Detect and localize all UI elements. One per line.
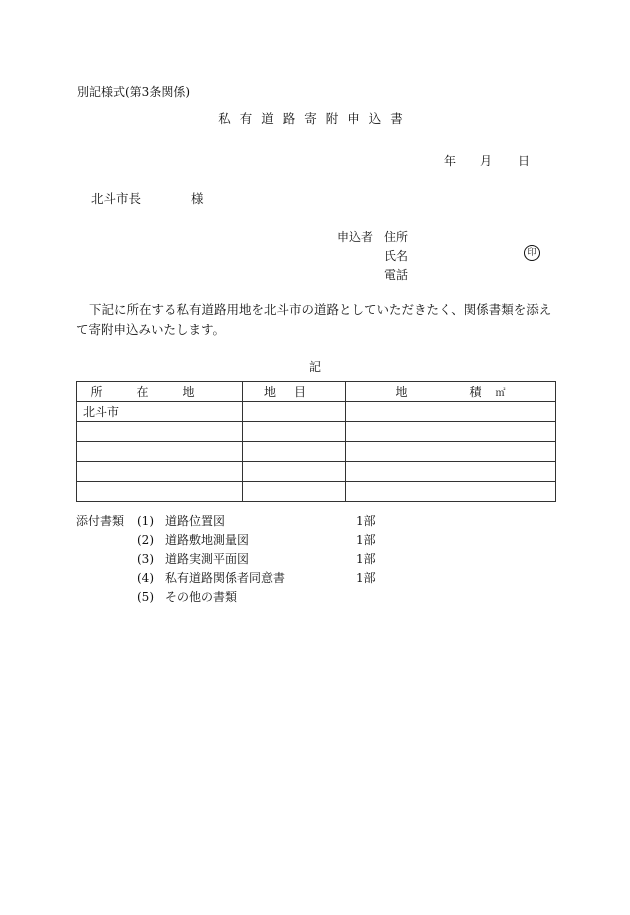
cell-area <box>346 422 556 442</box>
cell-category <box>243 402 346 422</box>
cell-area <box>346 482 556 502</box>
cell-location <box>77 422 243 442</box>
attachment-item: (2) 道路敷地測量図 1部 <box>137 533 376 547</box>
addressee-name: 北斗市長 <box>91 191 142 206</box>
body-text: 下記に所在する私有道路用地を北斗市の道路としていただきたく、関係書類を添えて寄附申込みいたします。 <box>76 302 552 337</box>
cell-category <box>243 442 346 462</box>
cell-location: 北斗市 <box>77 402 243 422</box>
table-row <box>77 482 556 502</box>
cell-category <box>243 462 346 482</box>
date-year-label: 年 <box>444 154 457 168</box>
applicant-address-label: 住所 <box>384 230 409 244</box>
table-row <box>77 402 556 422</box>
attachment-item: (1) 道路位置図 1部 <box>137 514 376 528</box>
cell-category <box>243 482 346 502</box>
table-row <box>77 442 556 462</box>
attachments-label: 添付書類 <box>76 514 125 528</box>
date-month-label: 月 <box>480 154 493 168</box>
document-title: 私有道路寄附申込書 <box>218 111 412 126</box>
cell-location <box>77 482 243 502</box>
cell-area <box>346 442 556 462</box>
date-line <box>444 152 530 169</box>
addressee-honorific: 様 <box>191 191 204 206</box>
cell-area <box>346 402 556 422</box>
area-unit: ㎡ <box>495 388 506 399</box>
seal-mark: 印 <box>524 245 540 261</box>
table-row <box>77 422 556 442</box>
header-location: 所在地 <box>77 382 243 402</box>
applicant-phone-label: 電話 <box>384 268 409 282</box>
header-category: 地目 <box>243 382 346 402</box>
form-label: 別記様式(第3条関係) <box>77 85 190 99</box>
applicant-label: 申込者 <box>337 230 374 244</box>
table-header-row <box>77 382 556 402</box>
addressee <box>91 189 204 207</box>
header-area: 地 積 ㎡ <box>346 382 556 402</box>
attachment-item: (3) 道路実測平面図 1部 <box>137 552 376 566</box>
attachment-item: (5) その他の書類 <box>137 590 238 604</box>
ki-heading: 記 <box>308 360 321 374</box>
table-row <box>77 462 556 482</box>
attachment-item: (4) 私有道路関係者同意書 1部 <box>137 571 376 585</box>
date-day-label: 日 <box>518 154 531 168</box>
cell-location <box>77 442 243 462</box>
cell-location <box>77 462 243 482</box>
land-table <box>76 381 556 502</box>
applicant-name-label: 氏名 <box>384 249 409 263</box>
cell-area <box>346 462 556 482</box>
cell-category <box>243 422 346 442</box>
